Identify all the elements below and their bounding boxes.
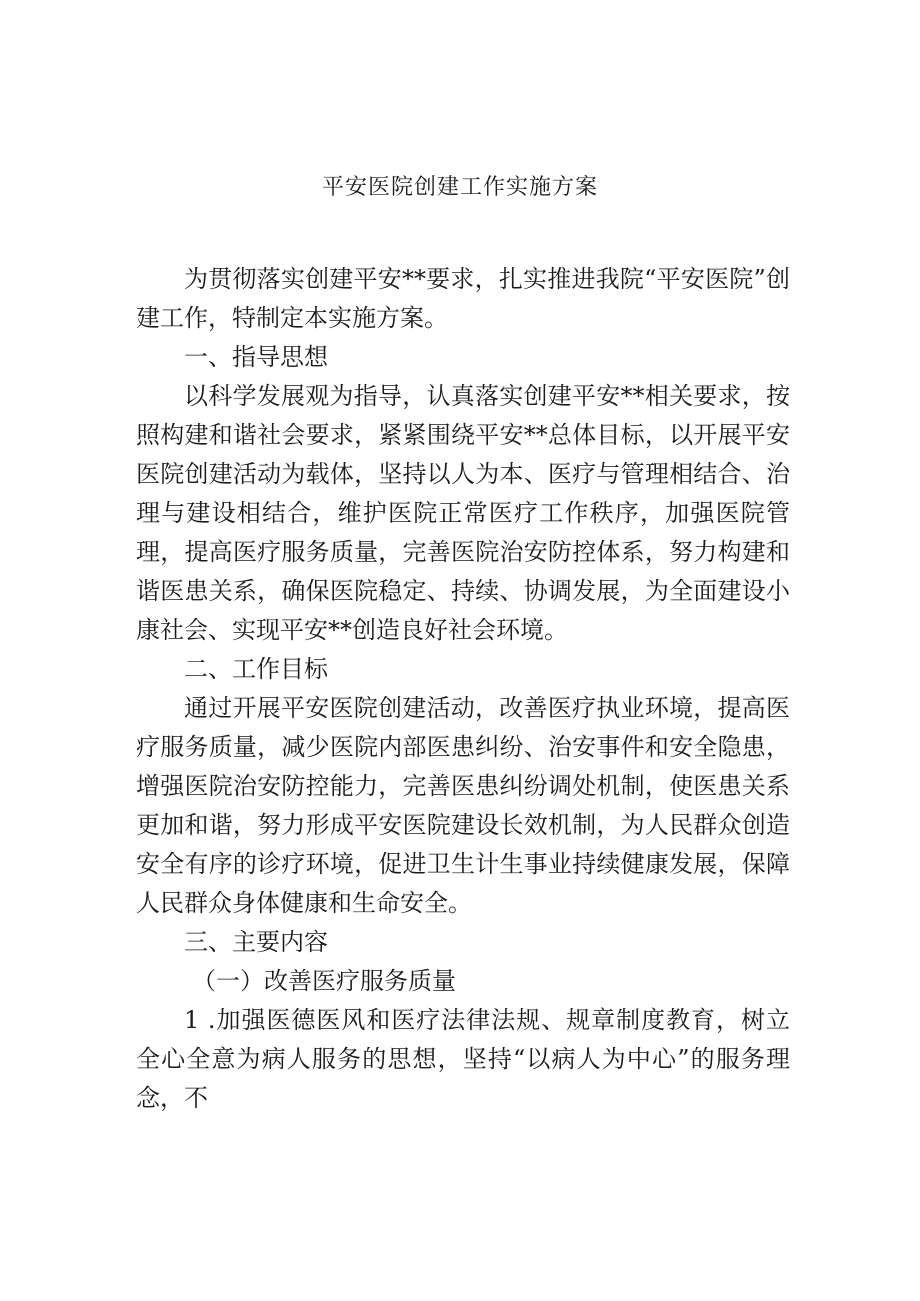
work-goals-paragraph: 通过开展平安医院创建活动，改善医疗执业环境，提高医疗服务质量，减少医院内部医患纠纷、治安事件和安全隐患，增强医院治安防控能力，完善医患纠纷调处机制，使医患关系更加和谐，努力形成平安医院建设长效机制，为人民群众创造安全有序的诊疗环境，促进卫生计生事业持续健康发展，保障人民群众身体健康和生命安全。 [136, 694, 790, 917]
intro-paragraph: 为贯彻落实创建平安**要求，扎实推进我院“平安医院”创建工作，特制定本实施方案。 [136, 265, 790, 332]
item-1-paragraph: 1 .加强医德医风和医疗法律法规、规章制度教育，树立全心全意为病人服务的思想，坚持“以病人为中心”的服务理念，不 [136, 1006, 790, 1112]
section-heading-main-content: 三、主要内容 [184, 928, 328, 956]
section-heading-guiding-thought: 一、指导思想 [184, 343, 328, 371]
guiding-thought-paragraph: 以科学发展观为指导，认真落实创建平安**相关要求，按照构建和谐社会要求，紧紧围绕平安**总体目标，以开展平安医院创建活动为载体，坚持以人为本、医疗与管理相结合、治理与建设相结合，维护医院正常医疗工作秩序，加强医院管理，提高医疗服务质量，完善医院治安防控体系，努力构建和谐医患关系，确保医院稳定、持续、协调发展，为全面建设小康社会、实现平安**创造良好社会环境。 [136, 382, 790, 644]
document-body [136, 260, 790, 1118]
section-heading-work-goals: 二、工作目标 [184, 655, 328, 683]
document-title: 平安医院创建工作实施方案 [321, 175, 598, 200]
subsection-heading-service-quality: （一）改善医疗服务质量 [192, 967, 456, 995]
